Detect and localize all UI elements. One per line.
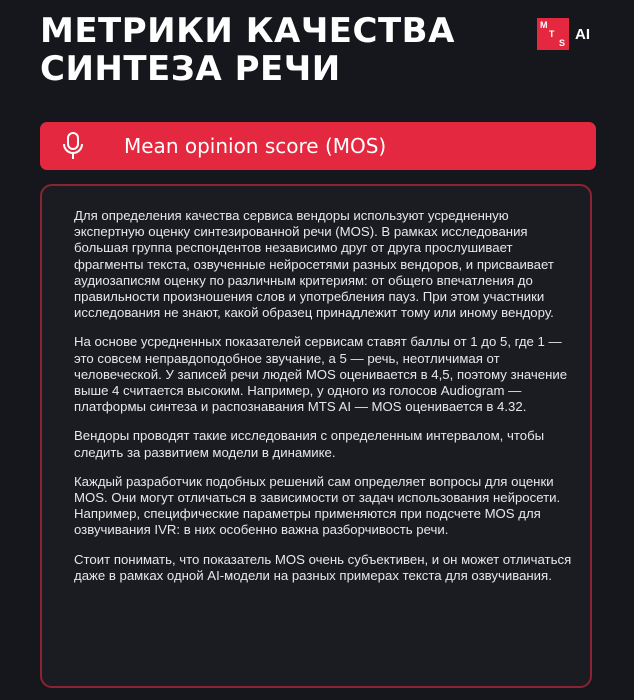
paragraph: Стоит понимать, что показатель MOS очень субъективен, и он может отличаться даже в рамках одной AI-модели на разных примерах текста для озвучивания. [74, 551, 572, 583]
description-card [40, 184, 592, 688]
logo-letter-s: S [559, 38, 566, 48]
logo-letter-m: M [540, 20, 548, 30]
logo-ai-text: AI [575, 25, 590, 43]
banner-label: Mean opinion score (MOS) [124, 134, 387, 158]
paragraph: На основе усредненных показателей сервисам ставят баллы от 1 до 5, где 1 — это совсем неправдоподобное звучание, а 5 — речь, неотличимая от человеческой. У записей речи людей MOS оценивается в 4,5, поэтому значение выше 4 считается высоким. Например, у одного из голосов Audiogram — платформы синтеза и распознавания MTS AI — MOS оценивается в 4.32. [74, 334, 568, 415]
paragraph: Для определения качества сервиса вендоры используют усредненную экспертную оценку синтезированной речи (MOS). В рамках исследования большая группа респондентов независимо друг от друга прослушивает фрагменты текста, озвученные нейросетями разных вендоров, и присваивает аудиозаписям оценку по различным критериям: от общего впечатления до правильности произношения слов и употребления пауз. При этом участники исследования не знают, какой образец принадлежит тому или иному вендору. [74, 208, 554, 321]
paragraph: Каждый разработчик подобных решений сам определяет вопросы для оценки MOS. Они могут отличаться в зависимости от задач использования нейросети. Например, специфические параметры применяются при подсчете MOS для озвучивания IVR: в них особенно важна разборчивость речи. [74, 473, 561, 538]
logo-letter-t: T [549, 29, 555, 39]
page-title [40, 12, 455, 88]
page-title-line-2: СИНТЕЗА РЕЧИ [40, 49, 341, 89]
mos-banner [40, 122, 596, 170]
microphone-icon [62, 132, 84, 160]
description-text [74, 208, 572, 597]
page-title-line-1: МЕТРИКИ КАЧЕСТВА [40, 11, 455, 51]
mts-ai-logo [537, 18, 590, 50]
paragraph: Вендоры проводят такие исследования с определенным интервалом, чтобы следить за развитием модели в динамике. [74, 428, 545, 460]
mts-logo-box [537, 18, 569, 50]
